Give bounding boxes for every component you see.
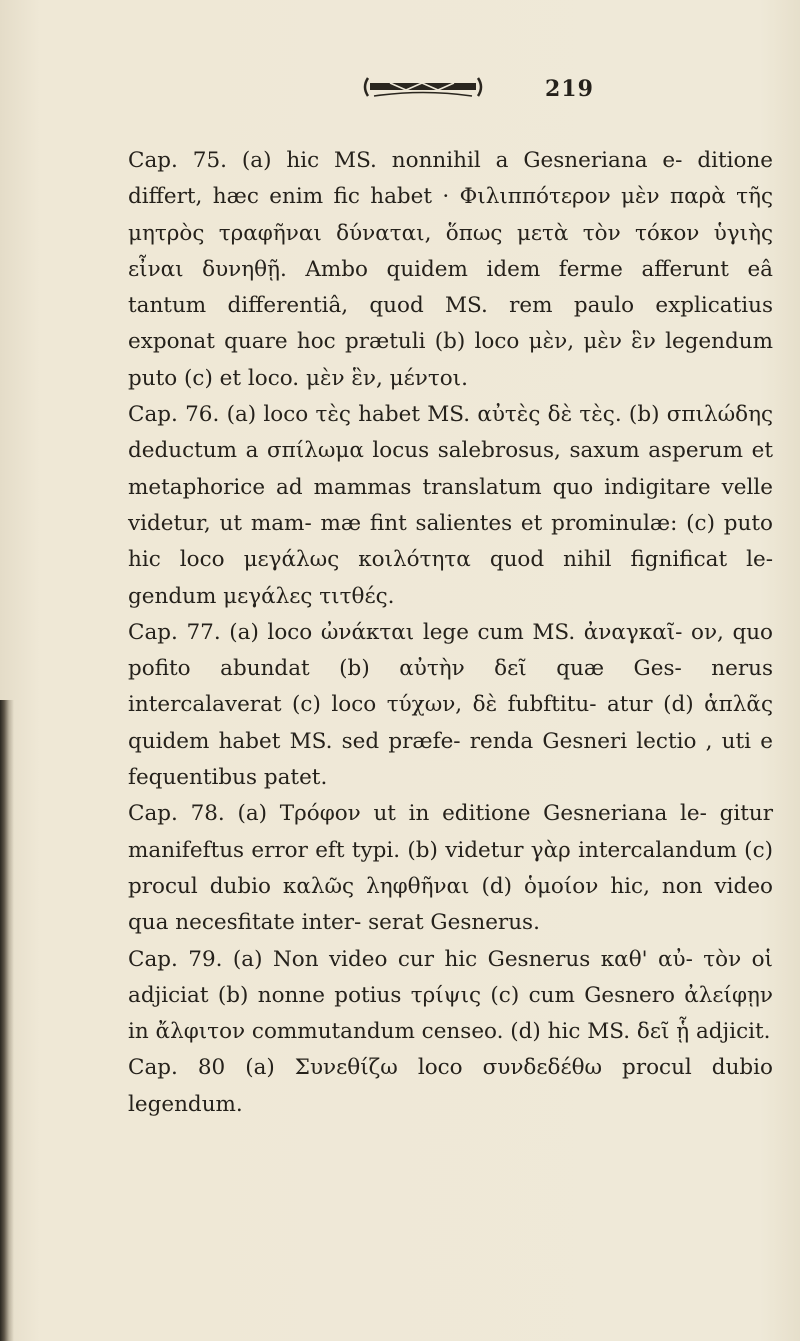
ornamental-rule-icon: [360, 74, 486, 100]
annotations-text: [128, 143, 773, 1123]
page-header: [0, 70, 800, 110]
annotation-cap-76: Cap. 76. (a) loco τὲς habet MS. αὐτὲς δὲ τὲς. (b) σπιλώδης deductum a σπίλωμα locus salebrosus, saxum asperum et metaphorice ad mammas translatum quo indigitare velle videtur, ut mam- mæ fint salientes et prominulæ: (c) puto hic loco μεγάλως κοιλότητα quod nihil fignificat le- gendum μεγάλες τιτθές.: [128, 402, 773, 609]
annotation-cap-80: Cap. 80 (a) Συνεθίζω loco συνδεδέθω procul dubio legendum.: [128, 1055, 773, 1117]
annotation-cap-78: Cap. 78. (a) Τρόφον ut in editione Gesneriana le- gitur manifeftus error eft typi. (b) videtur γὰρ intercalandum (c) procul dubio καλῶς ληφθῆναι (d) ὁμοίον hic, non video qua necesfitate inter- serat Gesnerus.: [128, 801, 773, 936]
annotation-cap-77: Cap. 77. (a) loco ὠνάκται lege cum MS. ἀναγκαῖ- ον, quo pofito abundat (b) αὐτὴν δεῖ quæ Ges- nerus intercalaverat (c) loco τύχων, δὲ fubftitu- atur (d) ἁπλᾶς quidem habet MS. sed præfe- renda Gesneri lectio , uti e fequentibus patet.: [128, 619, 773, 791]
binding-shadow: [0, 700, 14, 1341]
page-number: 219: [545, 76, 594, 102]
annotation-cap-75: Cap. 75. (a) hic MS. nonnihil a Gesneriana e- ditione differt, hæc enim fic habet · Φιλιππότερον μὲν παρὰ τῆς μητρὸς τραφῆναι δύναται, ὅπως μετὰ τὸν τόκον ὑγιὴς εἶναι δυνηθῇ. Ambo quidem idem ferme afferunt eâ tantum differentiâ, quod MS. rem paulo explicatius exponat quare hoc prætuli (b) loco μὲν, μὲν ἓν legendum puto (c) et loco. μὲν ἓν, μέντοι.: [128, 148, 773, 391]
annotation-cap-79: Cap. 79. (a) Non video cur hic Gesnerus καθ' αὐ- τὸν οἱ adjiciat (b) nonne potius τρίψις (c) cum Gesnero ἀλείφῃν in ἄλφιτον commutandum censeo. (d) hic MS. δεῖ ᾗ adjicit.: [128, 946, 773, 1045]
